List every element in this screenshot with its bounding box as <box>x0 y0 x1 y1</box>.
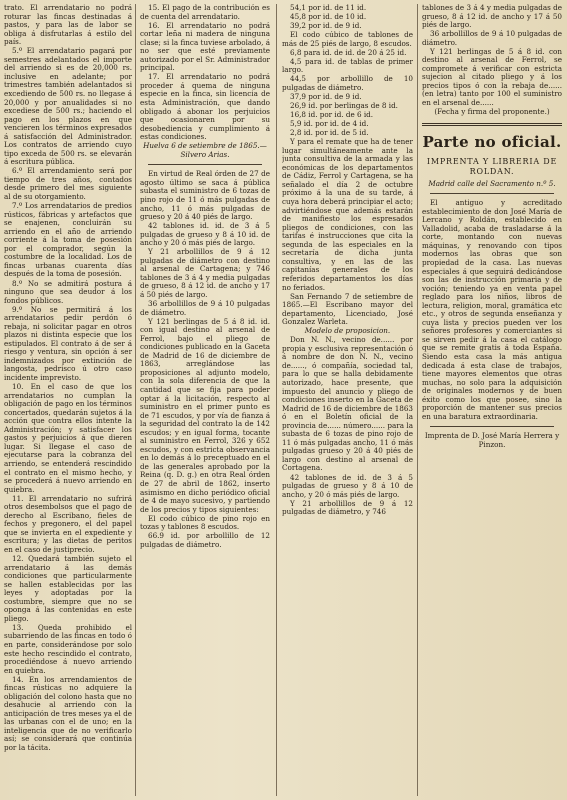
paragraph: 11. El arrendatario no sufrirá otros desembolsos que el pago de derecho al Escribano, fieles de fechos y pregonero, el del papel que se invierta en el expediente y escritura; y las dietas de peritos en el caso de justiprecio. <box>4 493 132 554</box>
section-subheading: IMPRENTA Y LIBRERIA DE ROLDAN. <box>426 156 558 176</box>
dateline: Huelva 6 de setiembre de 1865.— Silvero Arias. <box>143 141 267 159</box>
paragraph: 7.º Los arrendatarios de predios rústicos, fábricas y artefactos que se enajenen, concluirán su arriendo en el año de arriendo corriente á la toma de posesión por el comprador, según la costumbre de la localidad. Los de fincas urbanas cuarenta días después de la toma de posesión. <box>4 201 132 279</box>
column-rule <box>135 4 136 796</box>
column-2 <box>140 4 270 796</box>
model-title: Modelo de proposicion. <box>304 326 391 336</box>
paragraph: 13. Queda prohibido el subarriendo de las fincas en todo ó en parte, considerándose por solo este hecho rescindido el contrato, procediéndose á nuevo arriendo en quiebra. <box>4 622 132 675</box>
paragraph: 66.9 id. por arbollillo de 12 pulgadas de diámetro. <box>140 531 270 549</box>
paragraph: Y 21 arbollillos de 9 á 12 pulgadas de diámetro con destino al arsenal de Cartagena; y 746 tablones de 3 á 4 y media pulgadas de grueso, 8 á 12 id. de ancho y 17 á 50 piés de largo. <box>140 247 270 299</box>
paragraph: 8.º No se admitirá postura á ninguno que sea deudor á los fondos públicos. <box>4 278 132 305</box>
paragraph: 44,5 por arbollillo de 10 pulgadas de diámetro. <box>282 74 413 92</box>
paragraph: 9.º No se permitirá á los arrendatarios pedir perdón ó rebaja, ni solicitar pagar en otros plazos ni distinta especie que los estipulados. El contrato á de ser á riesgo y ventura, sin opción á ser indemnizados por extinción de langosta, pedrisco ú otro caso incidente imprevisto. <box>4 304 132 383</box>
divider <box>422 123 562 126</box>
paragraph: tablones de 3 á 4 y media pulgadas de grueso, 8 á 12 id. de ancho y 17 á 50 piés de largo. <box>422 4 562 30</box>
paragraph: El codo cúbico de pino rojo en tozas y tablones 8 escudos. <box>140 513 270 532</box>
price-line: 54,1 por id. de 11 id. <box>290 4 367 12</box>
column-4 <box>422 4 562 796</box>
paragraph: 10. En el caso de que los arrendatarios no cumplan la obligación de pago en los términos concertados, quedarán sujetos á la acción que contra ellos intente la Administración; y satisfacer los gastos y perjuicios á que dieren lugar. Si llegase el caso de ejecutarse para la cobranza del arriendo, se entenderá rescindido el contrato en el mismo hecho, y se procederá á nuevo arriendo en quiebra. <box>4 382 132 494</box>
price-line: 37,9 por id. de 9 id. <box>290 91 362 101</box>
price-line: 5,9 id. por id. de 4 id. <box>290 119 369 129</box>
paragraph: 36 arbollillos de 9 á 10 pulgadas de diámetro. <box>140 299 270 317</box>
column-rule <box>276 4 277 796</box>
paragraph: El antiguo y acreditado establecimiento de don José María de Lercano y Roldán, establecido en Valladolid, acaba de trasladarse á la corte, montando con nuevas máquinas, y renovando con tipos modernos las obras que son propiedad de la casa. Las nuevas especiales á que seguirá dedicándose son las de instrucción primaria y de voción; teniendo ya en venta papel reglado para los niños, libros de lectura, religion, moral, gramática etc etc., y otros de segunda enseñanza y cuya lista y precios pueden ver los señores profesores y comerciantes si se sirven pedir á la casa el catálogo que se remite gratis á toda España. Siendo esta casa la más antigua dedicada á esta clase de trabajos, tiene mayores elementos que otras muchas, no solo para la adquisición de originales modernos y de buen éxito como los que posee, sino la proporción de mantener sus precios en una baratura extraordinaria. <box>422 198 562 421</box>
paragraph: 16. El arrendatario no podrá cortar leña ni madera de ninguna clase; si la finca tuviese arbolado, á no ser que esté previamente autorizado por el Sr. Administrador principal. <box>140 20 270 73</box>
paragraph: 15. El pago de la contribución es de cuenta del arrendatario. <box>140 4 270 21</box>
price-line: 45,8 por id. de 10 id. <box>290 12 367 22</box>
price-line: 26,9 id. por berlingas de 8 id. <box>290 101 398 111</box>
paragraph: Y 21 arbollillos de 9 á 12 pulgadas de diámetro, y 746 <box>282 498 413 517</box>
divider <box>430 193 554 194</box>
paragraph: 14. En los arrendamientos de fincas rústicas no adquiere la obligación del colono hasta que no desahucie al arriendo con la anticipación de tres meses ya el de las urbanas con el de uno; en la inteligencia que de no verificarlo así; se considerará que continúa por la tácita. <box>4 674 132 753</box>
paragraph: El codo cúbico de tablones de más de 25 piés de largo, 8 escudos. <box>282 30 413 48</box>
address: Madrid calle del Sacramento n.º 5. <box>428 178 556 188</box>
paragraph: 42 tablones id. id. de 3 á 5 pulgadas de grueso y 8 á 10 id. de ancho y 20 ó más piés de largo. <box>140 221 270 248</box>
paragraph: 4,5 para id. de tablas de primer largo. <box>282 56 413 75</box>
price-line: 2,8 id. por id. de 5 id. <box>290 128 369 138</box>
paragraph: Y 121 berlingas de 5 á 8 id. con destino al arsenal de Ferrol, se compromete á verificar con estricta sujecion al citado pliego y á los precios tipos ó con la rebaja de...... (en letra) tanto por 100 el suministro en el arsenal de...... <box>422 46 562 108</box>
paragraph: Y 121 berlingas de 5 á 8 id. id. con igual destino al arsenal de Ferrol, bajo el pliego de condiciones publicado en la Gaceta de Madrid de 16 de diciembre de 1863, arreglándose las proposiciones al adjunto modelo, con la sola diferencia de que la cantidad que se fija para poder optar á la licitación, respecto al suministro en el primer punto es de 71 escudos, y por vía de fianza á la seguridad del contrato la de 142 escudos; y en igual forma, tocante al suministro en Ferrol, 326 y 652 escudos, y con estricta observancia en lo demás á lo preceptuado en el de las generales aprobado por la Reina (q. D. g.) en otra Real órden de 27 de abril de 1862, inserto asimismo en dicho periódico oficial de 4 de mayo sucesivo, y partiendo de los precios y tipos siguientes: <box>140 316 270 514</box>
paragraph: En virtud de Real órden de 27 de agosto último se saca á pública subasta el suministro de 6 tozas de pino rojo de 11 ó más pulgadas de ancho, 11 ó más pulgadas de grueso y 20 á 40 piés de largo. <box>140 169 270 222</box>
paragraph: 36 arbollillos de 9 á 10 pulgadas de diámetro. <box>422 29 562 47</box>
paragraph: 6,8 para id. de id. de 20 á 25 id. <box>290 47 407 57</box>
paragraph: 17. El arrendatario no podrá proceder á quema de ninguna especie en la finca, sin licencia de esta Administración, que dando obligado á abonar los perjuicios que ocasionaren por su desobediencia y cumplimiento á estas condiciones. <box>140 72 270 142</box>
paragraph: 6.º El arrendamiento será por tiempo de tres años, contados desde primero del mes siguiente al de su otorgamiento. <box>4 166 132 202</box>
paragraph: 12. Quedará también sujeto el arrendatario á las demás condiciones que particularmente se hallen establecidas por las leyes y adoptadas por la costumbre, siempre que no se oponga á las contenidas en este pliego. <box>4 554 132 623</box>
paragraph: Don N. N., vecino de...... por propia y esclusiva representación ó á nombre de don N. N., vecino de......, ó compañía, sociedad tal, para lo que se halla debidamente autorizado, hace presente, que impuesto del anuncio y pliego de condiciones inserto en la Gaceta de Madrid de 16 de diciembre de 1863 ó en el Boletín oficial de la provincia de...... número...... para la subasta de 6 tozas de pino rojo de 11 ó más pulgadas ancho, 11 ó más pulgadas grueso y 20 á 40 piés de largo con destino al arsenal de Cortagena. <box>282 335 413 473</box>
column-1 <box>4 4 132 796</box>
price-line: 16,8 id. por id. de 6 id. <box>290 110 374 120</box>
paragraph: trato. El arrendatario no podrá roturar las fincas destinadas á pastos, y para las de labor se obliga á disfrutarlas á estilo del país. <box>4 4 132 47</box>
price-line: 39,2 por id. de 9 id. <box>290 21 362 31</box>
column-rule <box>417 4 418 796</box>
proposer-signature: (Fecha y firma del proponente.) <box>434 107 550 117</box>
signature: San Fernando 7 de setiembre de 1865.—El Escribano mayor del departamento, Licenciado, José Gonzalez Warleta. <box>282 291 413 327</box>
paragraph: 42 tablones de id. de 3 á 5 pulgadas de grueso y 8 á 10 de ancho, y 20 ó más piés de largo. <box>282 472 413 499</box>
divider <box>148 164 262 165</box>
printer-imprint: Imprenta de D. José María Herrera y Pinzon. <box>424 431 560 449</box>
divider <box>430 426 554 427</box>
paragraph: 5.º El arrendatario pagará por semestres adelantados el importe del arriendo si es de 20,000 rs. inclusive en adelante; por trimestres también adelantados si excediendo de 500 rs. no llegase á 20,000 y por anualidades si no excediese de 500 rs.; haciendo el pago en los plazos en que vencieren los términos expresados á satisfacción del Administrador. Los contratos de arriendo cuyo tipo exceda de 500 rs. se elevarán á escritura pública. <box>4 46 132 167</box>
paragraph: Y para el remate que ha de tener lugar simultáneamente ante la junta consultiva de la armada y las económicas de los departamentos de Cádiz, Ferrol y Cartagena, se ha señalado el día 2 de octubre próximo á la una de su tarde, á cuya hora deberá principiar el acto; advirtiéndose que además estarán de manifiesto los espresados pliegos de condiciones, con las tarifas é instrucciones que cita la segunda de las especiales en la secretaría de dicha junta consultiva, y en las de las capitanías generales de los referidos departamentos los días no feriados. <box>282 137 413 292</box>
section-heading: Parte no oficial. <box>422 132 562 151</box>
column-3 <box>282 4 413 796</box>
